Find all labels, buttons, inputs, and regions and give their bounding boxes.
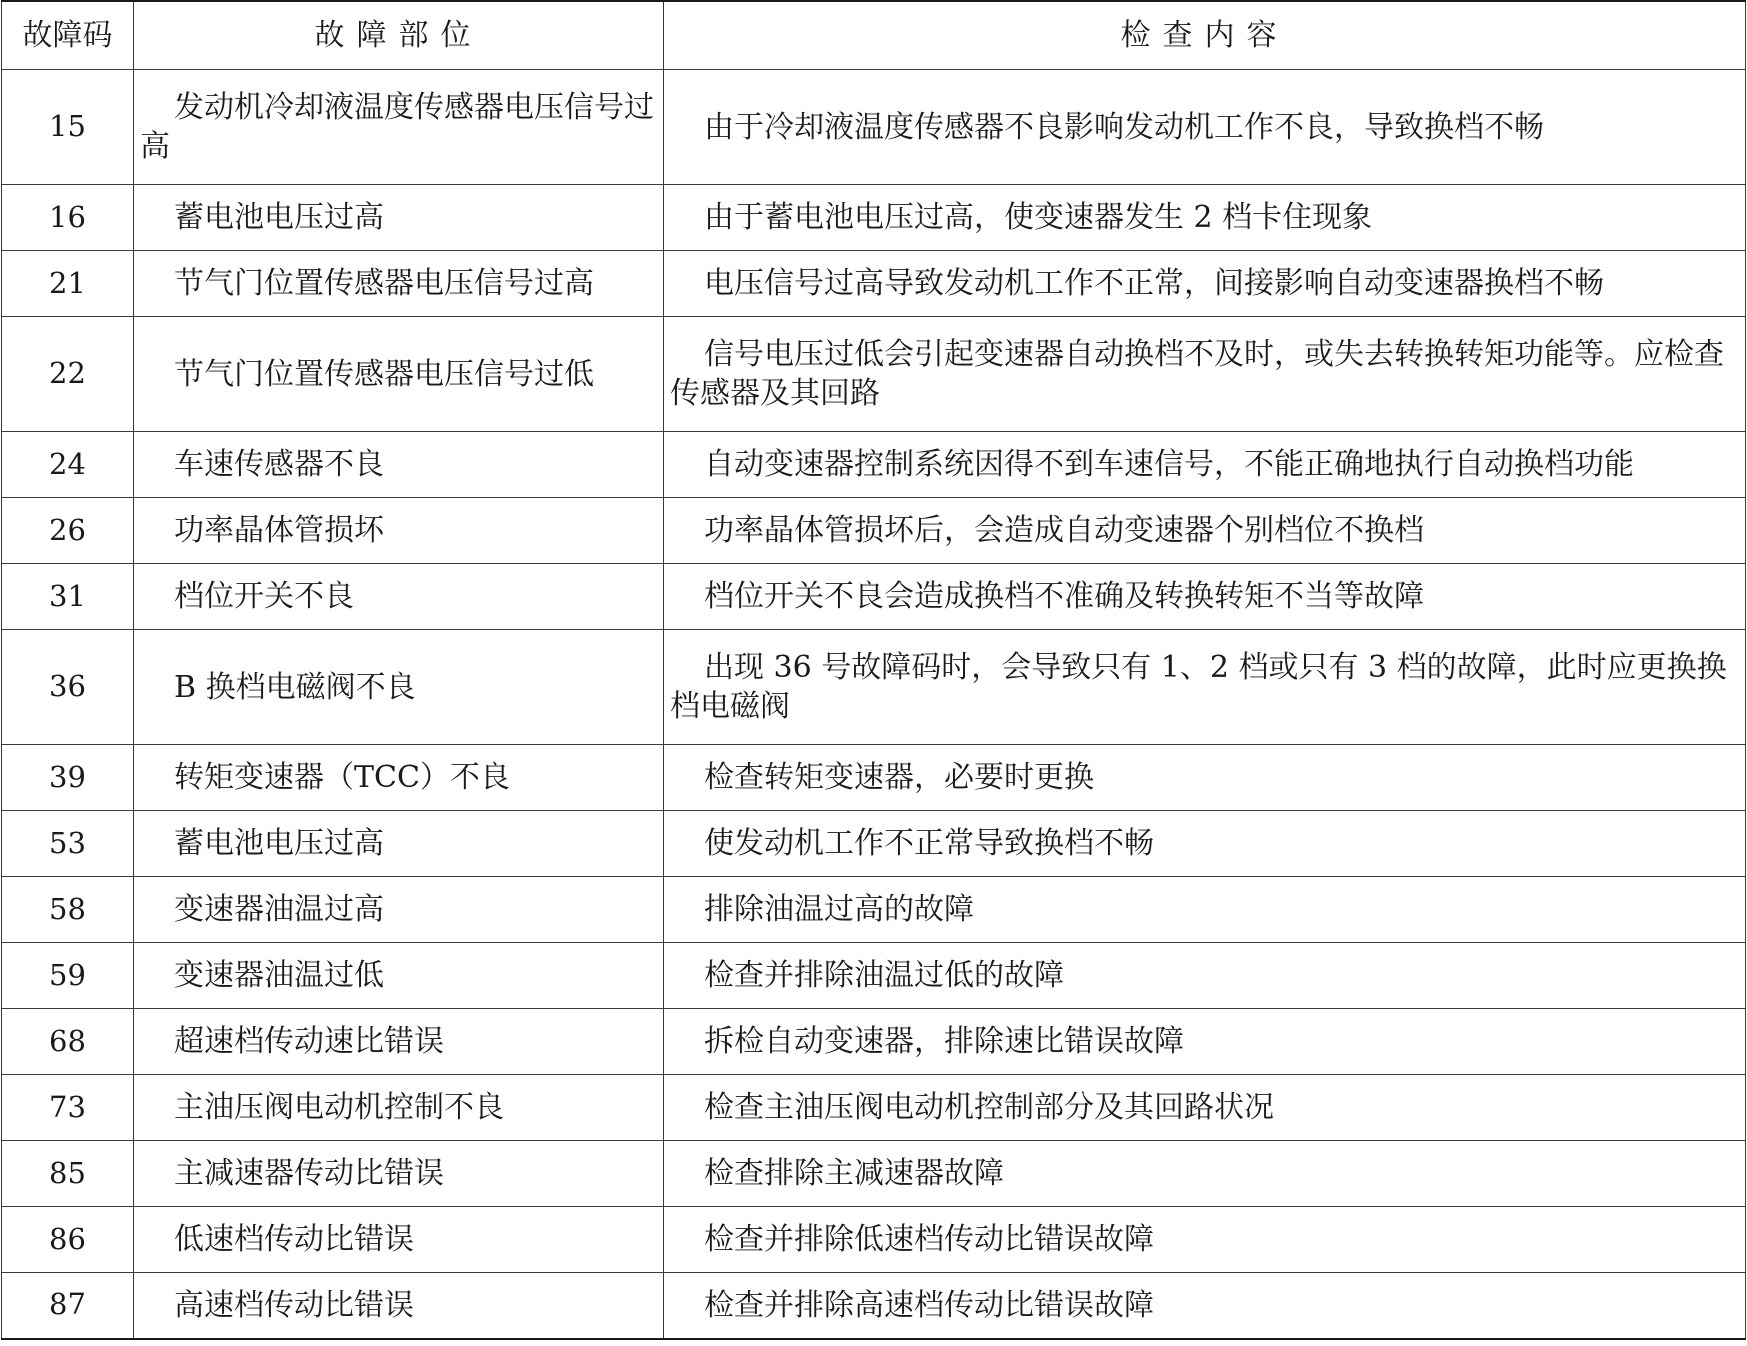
table-row — [2, 564, 1746, 630]
table-row — [2, 943, 1746, 1009]
table-row — [2, 185, 1746, 251]
fault-code-cell: 15 — [2, 70, 134, 185]
fault-code-cell: 26 — [2, 498, 134, 564]
check-content-text: 档位开关不良会造成换档不准确及转换转矩不当等故障 — [704, 579, 1424, 614]
table-row — [2, 317, 1746, 432]
fault-part-text: 超速档传动速比错误 — [174, 1024, 444, 1059]
table-row — [2, 811, 1746, 877]
check-content-cell — [664, 564, 1746, 630]
check-content-text: 检查并排除低速档传动比错误故障 — [704, 1222, 1154, 1257]
table-row — [2, 1075, 1746, 1141]
check-content-cell — [664, 630, 1746, 745]
fault-code-cell: 21 — [2, 251, 134, 317]
table-row — [2, 877, 1746, 943]
check-content-cell — [664, 70, 1746, 185]
table-row — [2, 630, 1746, 745]
header-part: 故障部位 — [134, 1, 664, 70]
table-row — [2, 1009, 1746, 1075]
fault-part-cell — [134, 251, 664, 317]
check-content-cell — [664, 432, 1746, 498]
check-content-text: 检查排除主减速器故障 — [704, 1156, 1004, 1191]
fault-part-text: B 换档电磁阀不良 — [174, 669, 416, 705]
header-content: 检查内容 — [664, 1, 1746, 70]
check-content-text: 使发动机工作不正常导致换档不畅 — [704, 826, 1154, 861]
fault-part-cell — [134, 498, 664, 564]
fault-part-cell — [134, 943, 664, 1009]
fault-code-cell: 59 — [2, 943, 134, 1009]
check-content-text: 拆检自动变速器，排除速比错误故障 — [704, 1024, 1184, 1059]
fault-code-cell: 53 — [2, 811, 134, 877]
fault-code-cell: 31 — [2, 564, 134, 630]
check-content-cell — [664, 745, 1746, 811]
fault-part-text: 节气门位置传感器电压信号过低 — [174, 356, 594, 392]
check-content-cell — [664, 877, 1746, 943]
fault-part-cell — [134, 185, 664, 251]
check-content-text: 信号电压过低会引起变速器自动换档不及时，或失去转换转矩功能等。应检查传感器及其回路 — [670, 337, 1724, 411]
fault-code-cell: 87 — [2, 1273, 134, 1339]
fault-code-cell: 16 — [2, 185, 134, 251]
check-content-cell — [664, 943, 1746, 1009]
fault-part-text: 变速器油温过低 — [174, 958, 384, 993]
fault-code-cell: 73 — [2, 1075, 134, 1141]
fault-part-text: 发动机冷却液温度传感器电压信号过高 — [140, 90, 654, 164]
fault-code-cell: 58 — [2, 877, 134, 943]
fault-part-text: 功率晶体管损坏 — [174, 513, 384, 548]
fault-part-text: 低速档传动比错误 — [174, 1222, 414, 1257]
fault-part-text: 高速档传动比错误 — [174, 1287, 414, 1323]
fault-part-cell — [134, 70, 664, 185]
table-row — [2, 432, 1746, 498]
fault-part-text: 变速器油温过高 — [174, 892, 384, 927]
fault-part-cell — [134, 630, 664, 745]
check-content-text: 检查主油压阀电动机控制部分及其回路状况 — [704, 1090, 1274, 1125]
fault-code-cell: 22 — [2, 317, 134, 432]
fault-part-cell — [134, 564, 664, 630]
fault-code-cell: 39 — [2, 745, 134, 811]
check-content-text: 检查转矩变速器，必要时更换 — [704, 760, 1094, 795]
check-content-cell — [664, 1075, 1746, 1141]
check-content-text: 检查并排除油温过低的故障 — [704, 958, 1064, 993]
table-header-row — [2, 1, 1746, 70]
header-code: 故障码 — [2, 1, 134, 70]
fault-part-text: 档位开关不良 — [174, 579, 354, 614]
check-content-text: 功率晶体管损坏后，会造成自动变速器个别档位不换档 — [704, 513, 1424, 548]
fault-code-cell: 24 — [2, 432, 134, 498]
fault-code-table — [1, 0, 1746, 1340]
fault-part-cell — [134, 811, 664, 877]
fault-part-cell — [134, 1273, 664, 1339]
check-content-cell — [664, 1273, 1746, 1339]
fault-code-cell: 85 — [2, 1141, 134, 1207]
fault-code-cell: 36 — [2, 630, 134, 745]
table-body — [2, 70, 1746, 1339]
fault-part-text: 蓄电池电压过高 — [174, 826, 384, 861]
table-row — [2, 498, 1746, 564]
check-content-text: 出现 36 号故障码时，会导致只有 1、2 档或只有 3 档的故障，此时应更换换档电磁阀 — [670, 650, 1727, 724]
fault-part-cell — [134, 317, 664, 432]
check-content-cell — [664, 185, 1746, 251]
check-content-cell — [664, 317, 1746, 432]
check-content-cell — [664, 498, 1746, 564]
table-row — [2, 1141, 1746, 1207]
table-row — [2, 1207, 1746, 1273]
check-content-cell — [664, 251, 1746, 317]
check-content-cell — [664, 1009, 1746, 1075]
table-row — [2, 70, 1746, 185]
fault-part-cell — [134, 1141, 664, 1207]
fault-part-cell — [134, 432, 664, 498]
check-content-text: 排除油温过高的故障 — [704, 892, 974, 927]
fault-part-cell — [134, 877, 664, 943]
check-content-text: 电压信号过高导致发动机工作不正常，间接影响自动变速器换档不畅 — [704, 266, 1604, 301]
fault-part-cell — [134, 745, 664, 811]
fault-code-cell: 68 — [2, 1009, 134, 1075]
table-row — [2, 251, 1746, 317]
fault-part-cell — [134, 1207, 664, 1273]
table-row — [2, 1273, 1746, 1339]
check-content-cell — [664, 811, 1746, 877]
fault-part-cell — [134, 1075, 664, 1141]
check-content-text: 检查并排除高速档传动比错误故障 — [704, 1287, 1154, 1323]
fault-part-text: 转矩变速器（TCC）不良 — [174, 760, 510, 795]
fault-part-text: 主油压阀电动机控制不良 — [174, 1090, 504, 1125]
check-content-text: 由于冷却液温度传感器不良影响发动机工作不良，导致换档不畅 — [704, 109, 1544, 145]
check-content-cell — [664, 1207, 1746, 1273]
check-content-cell — [664, 1141, 1746, 1207]
check-content-text: 由于蓄电池电压过高，使变速器发生 2 档卡住现象 — [704, 200, 1373, 235]
check-content-text: 自动变速器控制系统因得不到车速信号，不能正确地执行自动换档功能 — [704, 447, 1634, 482]
fault-part-text: 车速传感器不良 — [174, 447, 384, 482]
fault-part-cell — [134, 1009, 664, 1075]
fault-part-text: 蓄电池电压过高 — [174, 200, 384, 235]
fault-code-cell: 86 — [2, 1207, 134, 1273]
fault-part-text: 主减速器传动比错误 — [174, 1156, 444, 1191]
fault-part-text: 节气门位置传感器电压信号过高 — [174, 266, 594, 301]
table-row — [2, 745, 1746, 811]
